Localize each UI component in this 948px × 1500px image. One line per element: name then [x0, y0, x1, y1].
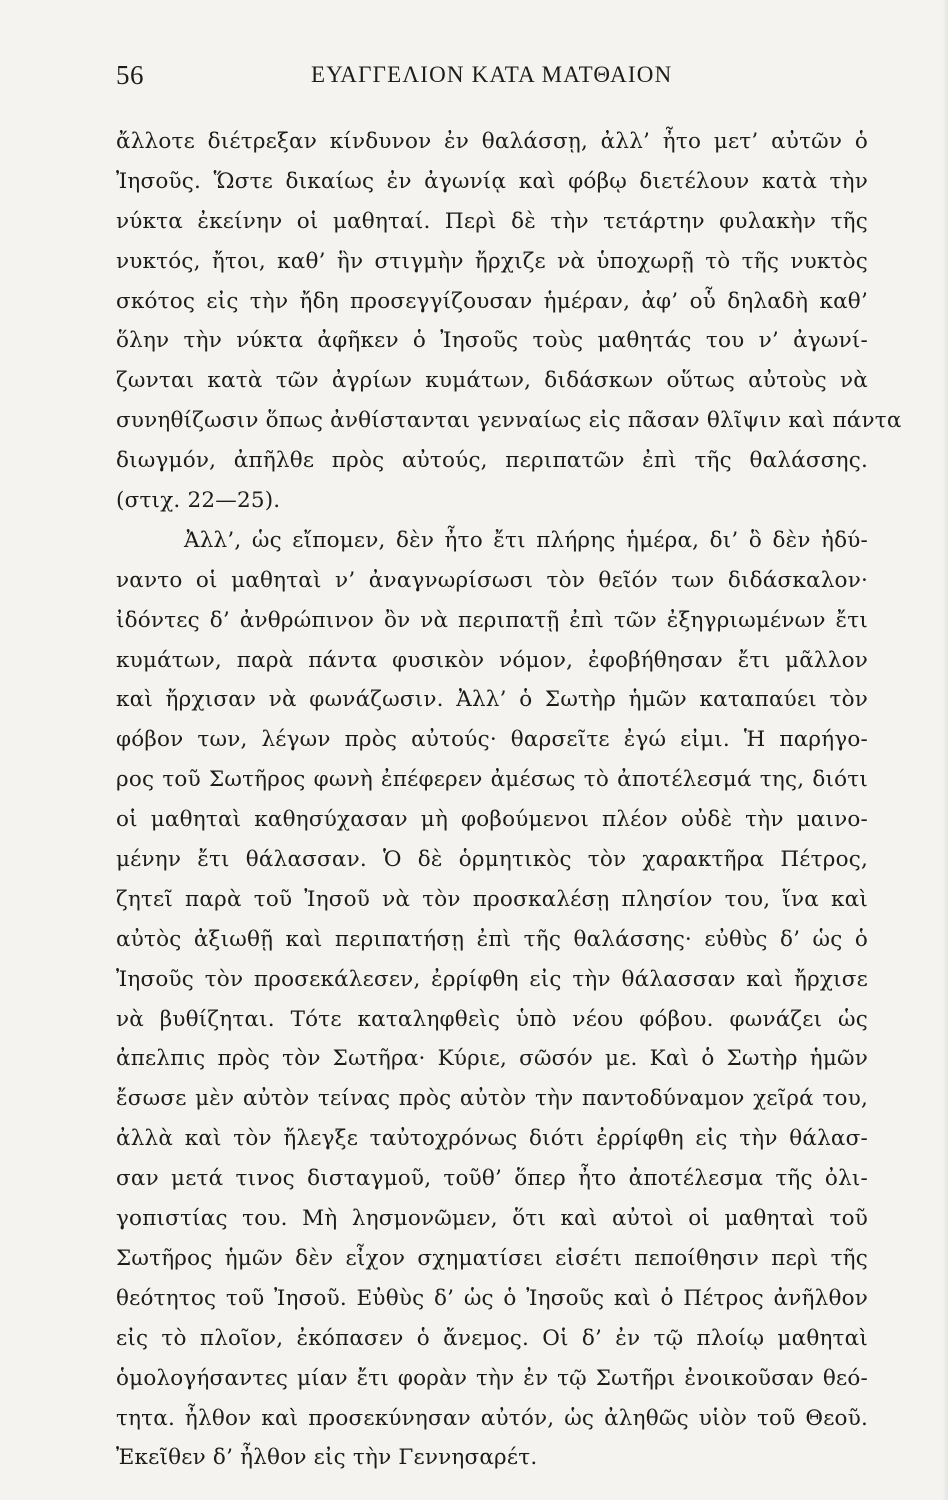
text-line: καὶ ἤρχισαν νὰ φωνάζωσιν. Ἀλλ’ ὁ Σωτὴρ ἡμῶν καταπαύει τὸν	[116, 687, 868, 713]
text-line: νύκτα ἐκείνην οἱ μαθηταί. Περὶ δὲ τὴν τετάρτην φυλακὴν τῆς	[116, 208, 868, 234]
text-line: θεότητος τοῦ Ἰησοῦ. Εὐθὺς δ’ ὡς ὁ Ἰησοῦς καὶ ὁ Πέτρος ἀνῆλθον	[116, 1285, 868, 1311]
text-line: ἀλλὰ καὶ τὸν ἤλεγξε ταὐτοχρόνως διότι ἐρρίφθη εἰς τὴν θάλασ-	[116, 1126, 868, 1152]
text-line: ὅλην τὴν νύκτα ἀφῆκεν ὁ Ἰησοῦς τοὺς μαθητάς του ν’ ἀγωνί-	[116, 328, 868, 354]
text-line: σαν μετά τινος δισταγμοῦ, τοῦθ’ ὅπερ ἦτο ἀποτέλεσμα τῆς ὀλι-	[116, 1166, 868, 1192]
text-line: ζητεῖ παρὰ τοῦ Ἰησοῦ νὰ τὸν προσκαλέσῃ πλησίον του, ἵνα καὶ	[116, 886, 868, 912]
text-line: τητα. ἦλθον καὶ προσεκύνησαν αὐτόν, ὡς ἀληθῶς υἱὸν τοῦ Θεοῦ.	[116, 1405, 868, 1431]
text-line: σκότος εἰς τὴν ἤδη προσεγγίζουσαν ἡμέραν, ἀφ’ οὗ δηλαδὴ καθ’	[116, 288, 868, 314]
text-line: μένην ἔτι θάλασσαν. Ὁ δὲ ὁρμητικὸς τὸν χαρακτῆρα Πέτρος,	[116, 847, 868, 873]
text-line: συνηθίζωσιν ὅπως ἀνθίστανται γενναίως εἰς πᾶσαν θλῖψιν καὶ πάντα	[116, 408, 902, 434]
page-number: 56	[116, 60, 144, 90]
paragraph-start-line: Ἀλλ’, ὡς εἴπομεν, δὲν ἦτο ἔτι πλήρης ἡμέρα, δι’ ὃ δὲν ἠδύ-	[184, 527, 868, 553]
text-line: αὐτὸς ἀξιωθῇ καὶ περιπατήσῃ ἐπὶ τῆς θαλάσσης· εὐθὺς δ’ ὡς ὁ	[116, 926, 868, 952]
text-line: γοπιστίας του. Μὴ λησμονῶμεν, ὅτι καὶ αὐτοὶ οἱ μαθηταὶ τοῦ	[116, 1206, 868, 1232]
running-header	[116, 60, 868, 100]
text-line: Ἰησοῦς τὸν προσεκάλεσεν, ἐρρίφθη εἰς τὴν θάλασσαν καὶ ἤρχισε	[116, 966, 868, 992]
text-line: ἔσωσε μὲν αὐτὸν τείνας πρὸς αὐτὸν τὴν παντοδύναμον χεῖρά του,	[116, 1086, 868, 1112]
running-title: ΕΥΑΓΓΕΛΙΟΝ ΚΑΤΑ ΜΑΤΘΑΙΟΝ	[311, 62, 673, 87]
text-line: διωγμόν, ἀπῆλθε πρὸς αὐτούς, περιπατῶν ἐπὶ τῆς θαλάσσης.	[116, 448, 868, 474]
text-line: ἄλλοτε διέτρεξαν κίνδυνον ἐν θαλάσσῃ, ἀλλ’ ἦτο μετ’ αὐτῶν ὁ	[116, 129, 868, 154]
text-line: ἀπελπις πρὸς τὸν Σωτῆρα· Κύριε, σῶσόν με. Καὶ ὁ Σωτὴρ ἡμῶν	[116, 1046, 868, 1072]
text-line: φόβον των, λέγων πρὸς αὐτούς· θαρσεῖτε ἐγώ εἰμι. Ἡ παρήγο-	[116, 727, 868, 753]
text-line: οἱ μαθηταὶ καθησύχασαν μὴ φοβούμενοι πλέον οὐδὲ τὴν μαινο-	[116, 807, 868, 833]
text-line: νυκτός, ἤτοι, καθ’ ἣν στιγμὴν ἤρχιζε νὰ ὑποχωρῇ τὸ τῆς νυκτὸς	[116, 248, 868, 274]
text-line: ἰδόντες δ’ ἀνθρώπινον ὂν νὰ περιπατῇ ἐπὶ τῶν ἐξηγριωμένων ἔτι	[116, 607, 868, 633]
text-line: Σωτῆρος ἡμῶν δὲν εἶχον σχηματίσει εἰσέτι πεποίθησιν περὶ τῆς	[116, 1245, 868, 1271]
text-line: (στιχ. 22—25).	[116, 488, 281, 514]
text-line: ναντο οἱ μαθηταὶ ν’ ἀναγνωρίσωσι τὸν θεῖόν των διδάσκαλον·	[116, 567, 868, 593]
text-line: ὁμολογήσαντες μίαν ἔτι φορὰν τὴν ἐν τῷ Σωτῆρι ἐνοικοῦσαν θεό-	[116, 1365, 868, 1391]
text-line: εἰς τὸ πλοῖον, ἐκόπασεν ὁ ἄνεμος. Οἱ δ’ ἐν τῷ πλοίῳ μαθηταὶ	[116, 1325, 868, 1351]
text-line: κυμάτων, παρὰ πάντα φυσικὸν νόμον, ἐφοβήθησαν ἔτι μᾶλλον	[116, 647, 868, 673]
text-line: ζωνται κατὰ τῶν ἀγρίων κυμάτων, διδάσκων οὕτως αὐτοὺς νὰ	[116, 368, 868, 394]
page-edge-shadow	[942, 0, 948, 1500]
text-line: Ἰησοῦς. Ὥστε δικαίως ἐν ἀγωνίᾳ καὶ φόβῳ διετέλουν κατὰ τὴν	[116, 168, 868, 194]
text-line: Ἐκεῖθεν δ’ ἦλθον εἰς τὴν Γεννησαρέτ.	[116, 1445, 538, 1471]
text-line: νὰ βυθίζηται. Τότε καταληφθεὶς ὑπὸ νέου φόβου. φωνάζει ὡς	[116, 1006, 868, 1032]
body-text	[116, 122, 902, 1478]
text-line: ρος τοῦ Σωτῆρος φωνὴ ἐπέφερεν ἀμέσως τὸ ἀποτέλεσμά της, διότι	[116, 767, 868, 793]
